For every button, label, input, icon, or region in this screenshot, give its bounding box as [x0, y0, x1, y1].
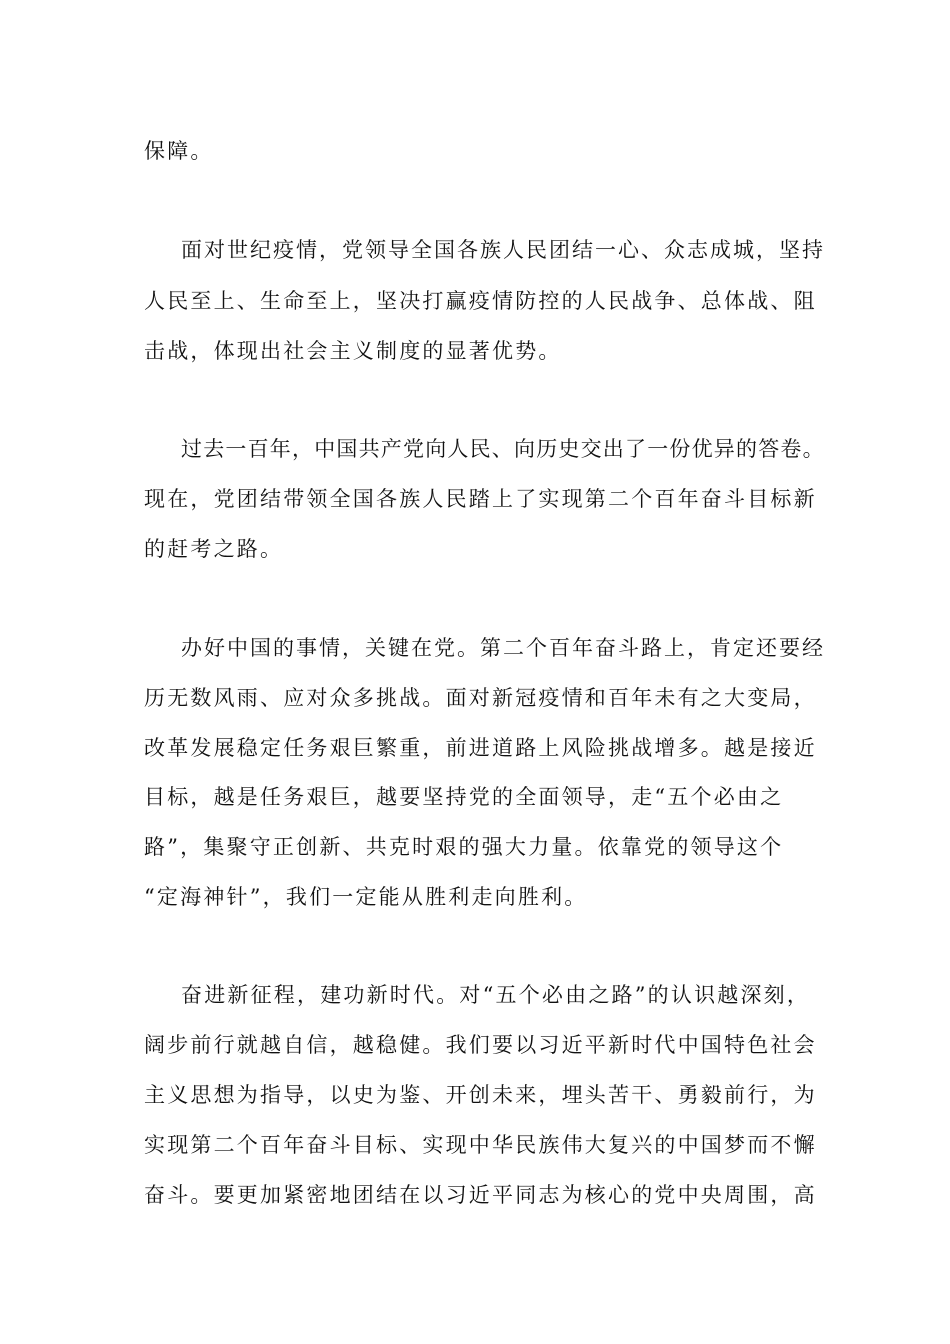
paragraph-2-line-3: 击战，体现出社会主义制度的显著优势。 [144, 339, 562, 363]
paragraph-1-line-1: 保障。 [144, 139, 214, 163]
paragraph-5-line-2: 阔步前行就越自信，越稳健。我们要以习近平新时代中国特色社会 [144, 1033, 817, 1057]
paragraph-2-line-1: 面对世纪疫情，党领导全国各族人民团结一心、众志成城，坚持 [181, 238, 825, 262]
paragraph-4-line-6: “定海神针”，我们一定能从胜利走向胜利。 [144, 885, 588, 909]
paragraph-4-line-1: 办好中国的事情，关键在党。第二个百年奋斗路上，肯定还要经 [181, 636, 825, 660]
paragraph-3-line-2: 现在，党团结带领全国各族人民踏上了实现第二个百年奋斗目标新 [144, 487, 817, 511]
paragraph-5-line-4: 实现第二个百年奋斗目标、实现中华民族伟大复兴的中国梦而不懈 [144, 1133, 817, 1157]
paragraph-3-line-1: 过去一百年，中国共产党向人民、向历史交出了一份优异的答卷。 [181, 437, 825, 461]
paragraph-4-line-4: 目标，越是任务艰巨，越要坚持党的全面领导，走“五个必由之 [144, 785, 784, 809]
paragraph-5-line-5: 奋斗。要更加紧密地团结在以习近平同志为核心的党中央周围，高 [144, 1183, 817, 1207]
paragraph-5-line-1: 奋进新征程，建功新时代。对“五个必由之路”的认识越深刻， [181, 983, 811, 1007]
paragraph-3-line-3: 的赶考之路。 [144, 537, 284, 561]
paragraph-4-line-5: 路”，集聚守正创新、共克时艰的强大力量。依靠党的领导这个 [144, 835, 784, 859]
paragraph-5-line-3: 主义思想为指导，以史为鉴、开创未来，埋头苦干、勇毅前行，为 [144, 1083, 817, 1107]
paragraph-4-line-3: 改革发展稳定任务艰巨繁重，前进道路上风险挑战增多。越是接近 [144, 736, 817, 760]
paragraph-4-line-2: 历无数风雨、应对众多挑战。面对新冠疫情和百年未有之大变局， [144, 686, 817, 710]
paragraph-2-line-2: 人民至上、生命至上，坚决打赢疫情防控的人民战争、总体战、阻 [144, 289, 817, 313]
